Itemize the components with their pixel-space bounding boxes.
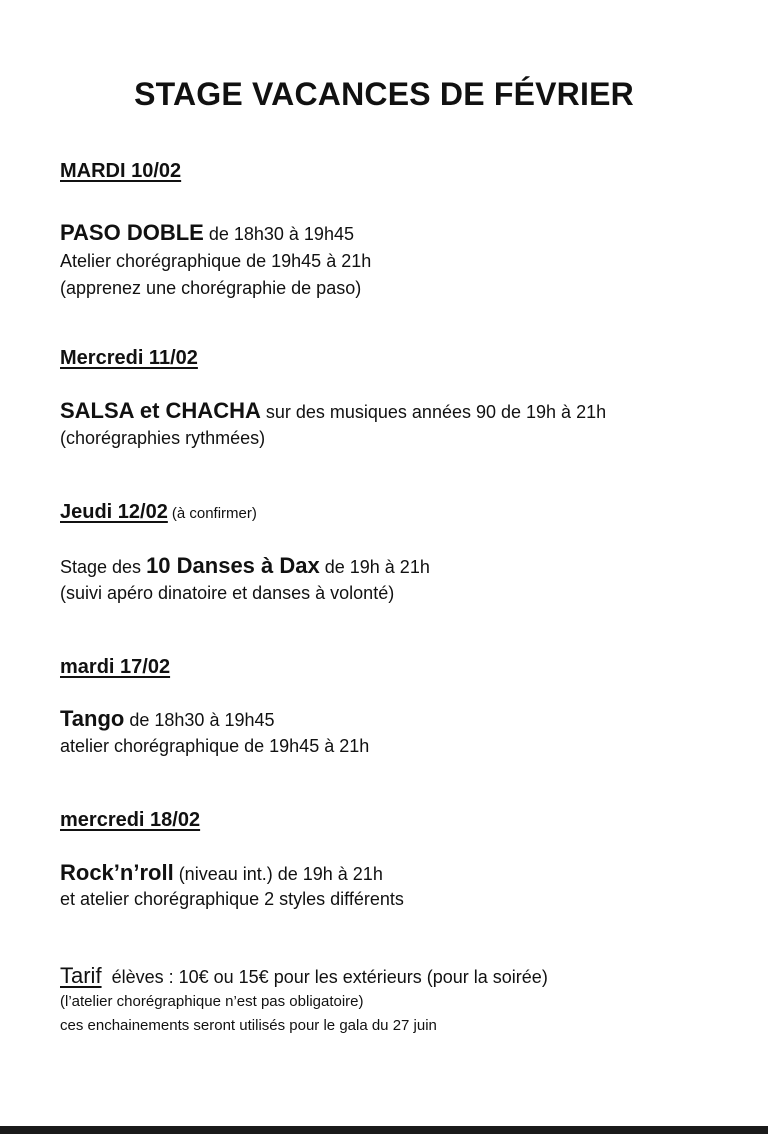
tarif-label: Tarif [60, 963, 102, 988]
bottom-bar [0, 1126, 768, 1134]
tarif-line [60, 963, 548, 989]
course-time: sur des musiques années 90 de 19h à 21h [260, 402, 607, 422]
course-line-salsa-chacha [60, 398, 606, 424]
course-prefix: Stage des [60, 557, 147, 577]
tarif-note: (l’atelier chorégraphique n’est pas obligatoire) [60, 993, 364, 1010]
course-name: 10 Danses à Dax [146, 553, 320, 578]
course-time: (niveau int.) de 19h à 21h [173, 864, 383, 884]
course-detail: (suivi apéro dinatoire et danses à volonté) [60, 583, 395, 603]
day-heading-jeudi-12 [60, 501, 257, 524]
day-heading-mercredi-11: Mercredi 11/02 [60, 347, 198, 369]
course-line-paso-doble [60, 220, 354, 246]
course-detail: Atelier chorégraphique de 19h45 à 21h [60, 251, 372, 271]
course-line-tango [60, 706, 275, 732]
day-heading-text: Jeudi 12/02 [60, 501, 168, 523]
page-title: STAGE VACANCES DE FÉVRIER [134, 76, 634, 112]
course-detail: atelier chorégraphique de 19h45 à 21h [60, 736, 370, 756]
course-line-10-danses [60, 553, 430, 579]
course-detail: (apprenez une chorégraphie de paso) [60, 278, 362, 298]
course-detail: (chorégraphies rythmées) [60, 428, 266, 448]
day-heading-mercredi-18: mercredi 18/02 [60, 809, 201, 831]
course-time: de 18h30 à 19h45 [124, 710, 275, 730]
course-time: de 18h30 à 19h45 [203, 224, 354, 244]
day-heading-mardi-10: MARDI 10/02 [60, 160, 182, 182]
course-time: de 19h à 21h [319, 557, 430, 577]
course-name: SALSA et CHACHA [60, 398, 261, 423]
tarif-note: ces enchainements seront utilisés pour le gala du 27 juin [60, 1017, 437, 1034]
day-heading-note: (à confirmer) [171, 505, 257, 522]
course-name: Rock’n’roll [60, 860, 174, 885]
course-line-rocknroll [60, 860, 383, 886]
tarif-text: élèves : 10€ ou 15€ pour les extérieurs (pour la soirée) [101, 967, 548, 987]
course-name: Tango [60, 706, 125, 731]
course-detail: et atelier chorégraphique 2 styles différents [60, 889, 404, 909]
course-name: PASO DOBLE [60, 220, 204, 245]
day-heading-mardi-17: mardi 17/02 [60, 656, 171, 678]
